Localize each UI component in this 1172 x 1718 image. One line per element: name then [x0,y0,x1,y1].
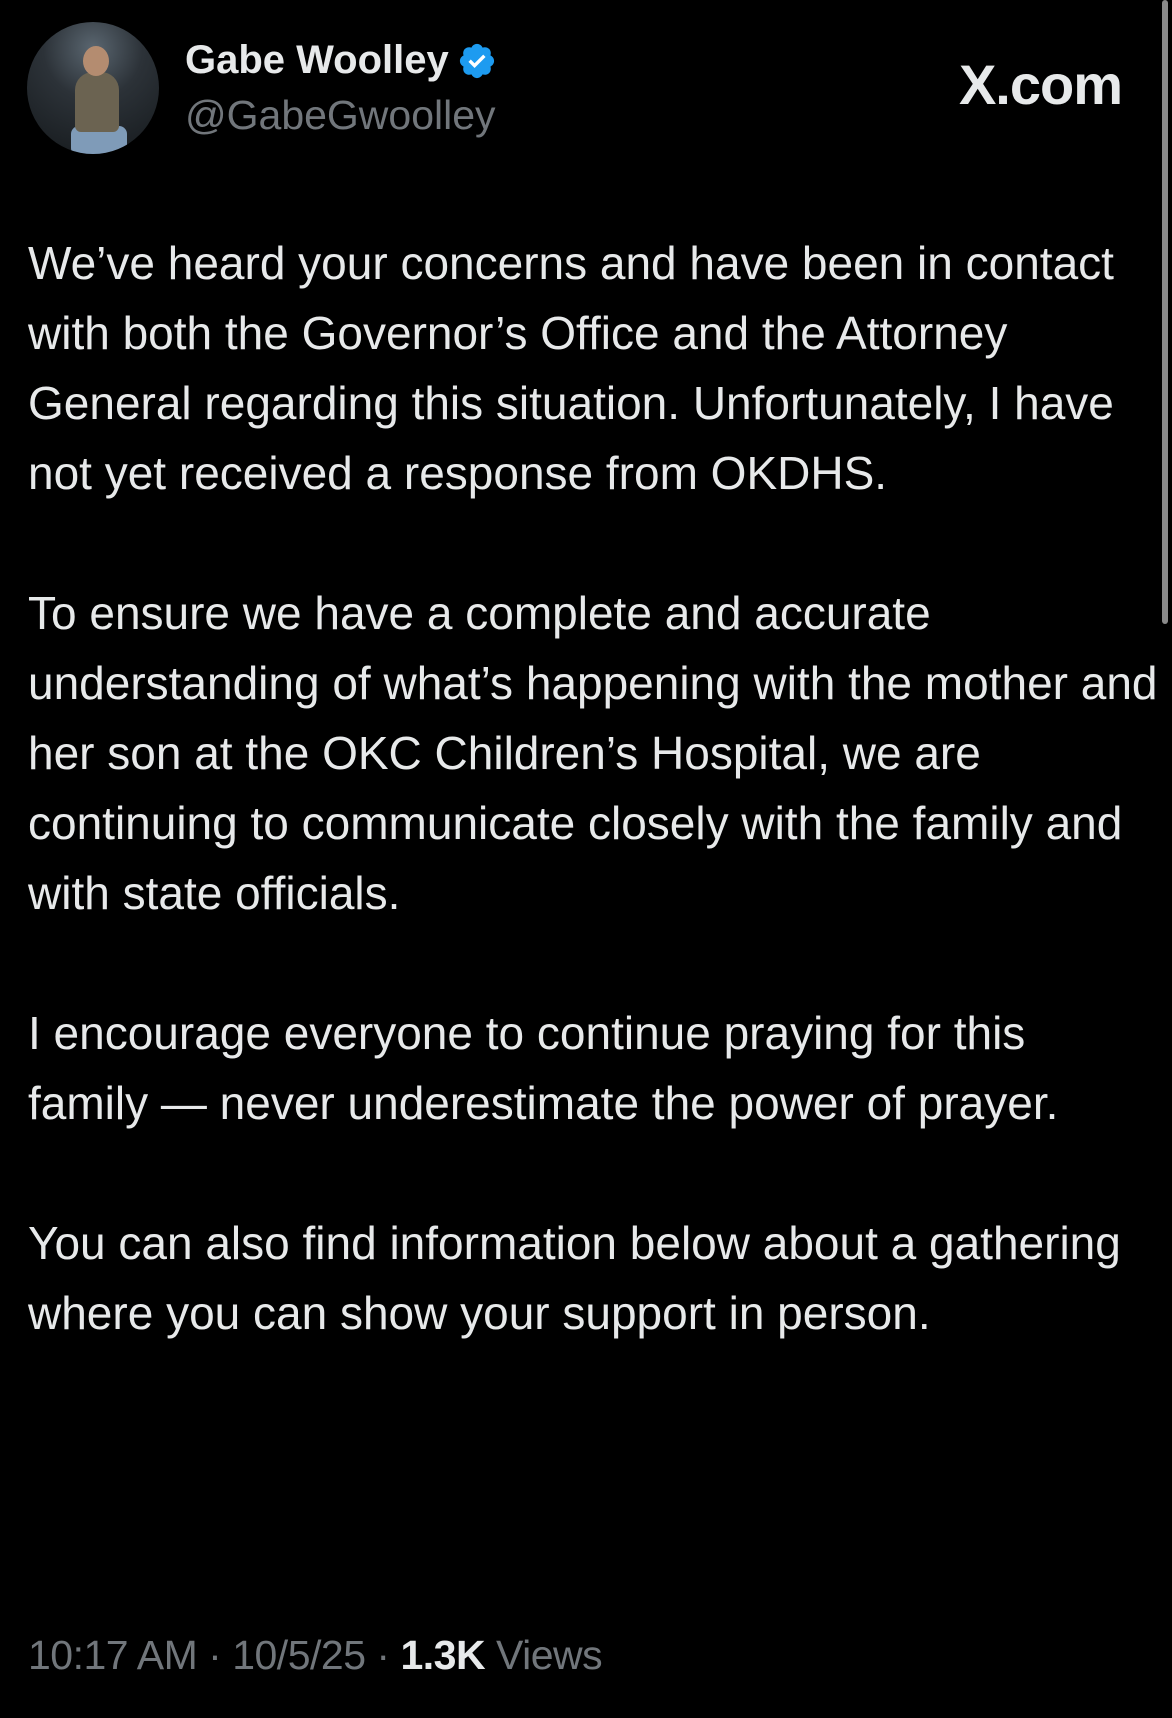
author-name-text: Gabe Woolley [185,38,449,82]
avatar-figure-head [83,46,109,76]
meta-separator: · [376,1632,390,1678]
avatar-figure-body [75,72,119,132]
author-handle[interactable]: @GabeGwoolley [185,92,496,138]
tweet-meta [28,1632,602,1679]
tweet-time[interactable]: 10:17 AM [28,1632,198,1678]
views-count: 1.3K [400,1632,486,1678]
views-label: Views [495,1632,603,1678]
site-label: X.com [958,53,1122,116]
tweet-paragraph: You can also find information below about a gathering where you can show your support in person. [28,1217,1121,1339]
scrollbar[interactable] [1162,0,1168,624]
tweet-paragraph: To ensure we have a complete and accurate understanding of what’s happening with the mother and her son at the OKC Children’s Hospital, we are continuing to communicate closely with the family and with state officials. [28,587,1158,919]
tweet-text [28,228,1158,1418]
verified-badge-icon [457,41,497,81]
tweet-paragraph: I encourage everyone to continue praying for this family — never underestimate the power of prayer. [28,1007,1059,1129]
tweet-date[interactable]: 10/5/25 [232,1632,366,1678]
meta-separator: · [208,1632,222,1678]
tweet-paragraph: We’ve heard your concerns and have been in contact with both the Governor’s Office and the Attorney General regarding this situation. Unfortunately, I have not yet received a response from OKDHS. [28,237,1114,499]
author-avatar[interactable] [27,22,159,154]
author-name[interactable] [185,38,497,83]
